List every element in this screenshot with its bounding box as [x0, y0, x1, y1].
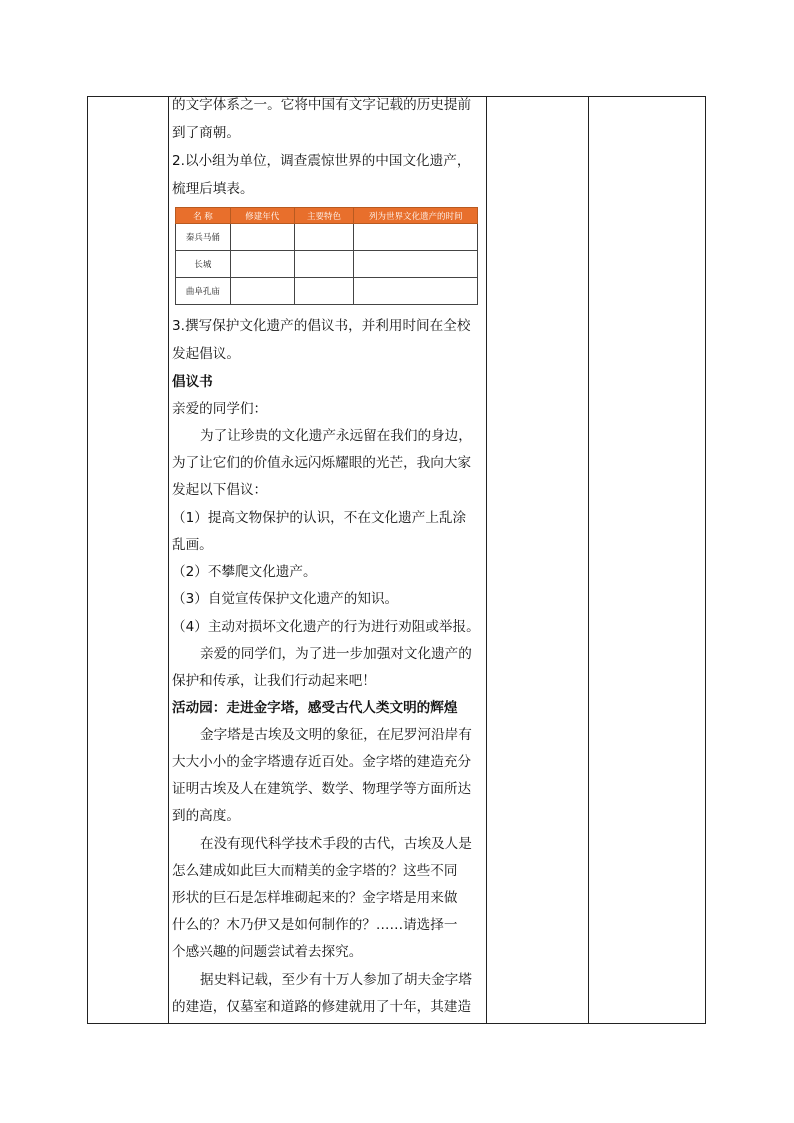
- table-cell-blank[interactable]: [354, 251, 478, 278]
- text-line: 发起倡议。: [172, 346, 240, 362]
- table-row: [176, 224, 478, 251]
- table-row: [176, 251, 478, 278]
- salutation: 亲爱的同学们：: [172, 401, 268, 417]
- table-cell-blank[interactable]: [294, 224, 354, 251]
- text-line: 据史料记载，至少有十万人参加了胡夫金字塔: [200, 972, 472, 988]
- table-cell-blank[interactable]: [294, 251, 354, 278]
- column-header-listed-time: 列为世界文化遗产的时间: [354, 208, 478, 224]
- column-divider-2: [486, 97, 487, 1023]
- table-cell-blank[interactable]: [354, 224, 478, 251]
- table-cell-name: 曲阜孔庙: [176, 278, 231, 305]
- text-line: 怎么建成如此巨大而精美的金字塔的？这些不同: [172, 863, 458, 879]
- activity-heading: 活动园：走进金字塔，感受古代人类文明的辉煌: [172, 700, 458, 716]
- text-line: 到的高度。: [172, 808, 240, 824]
- proposal-heading: 倡议书: [172, 374, 213, 390]
- proposal-item-4: （4）主动对损坏文化遗产的行为进行劝阻或举报。: [172, 619, 480, 635]
- text-line: 保护和传承，让我们行动起来吧！: [172, 673, 376, 689]
- proposal-item-3: （3）自觉宣传保护文化遗产的知识。: [172, 591, 399, 607]
- task-3-line: 3.撰写保护文化遗产的倡议书，并利用时间在全校: [172, 318, 471, 334]
- proposal-item-2: （2）不攀爬文化遗产。: [172, 564, 317, 580]
- text-line: 金字塔是古埃及文明的象征，在尼罗河沿岸有: [200, 727, 472, 743]
- table-cell-blank[interactable]: [354, 278, 478, 305]
- text-line: 个感兴趣的问题尝试着去探究。: [172, 944, 363, 960]
- column-divider-3: [588, 97, 589, 1023]
- column-header-era: 修建年代: [230, 208, 294, 224]
- table-cell-blank[interactable]: [230, 224, 294, 251]
- column-header-name: 名 称: [176, 208, 231, 224]
- text-line: 什么的？木乃伊又是如何制作的？……请选择一: [172, 917, 458, 933]
- column-divider-1: [168, 97, 169, 1023]
- text-line: 的建造，仅墓室和道路的修建就用了十年，其建造: [172, 999, 472, 1015]
- text-line: 证明古埃及人在建筑学、数学、物理学等方面所达: [172, 781, 472, 797]
- text-line: 在没有现代科学技术手段的古代，古埃及人是: [200, 836, 472, 852]
- heritage-survey-table: [175, 207, 478, 305]
- text-line: 为了让珍贵的文化遗产永远留在我们的身边，: [200, 428, 472, 444]
- table-cell-blank[interactable]: [230, 251, 294, 278]
- table-cell-name: 秦兵马俑: [176, 224, 231, 251]
- table-cell-blank[interactable]: [294, 278, 354, 305]
- text-line: 乱画。: [172, 537, 213, 553]
- table-cell-name: 长城: [176, 251, 231, 278]
- column-header-features: 主要特色: [294, 208, 354, 224]
- table-header-row: [176, 208, 478, 224]
- task-2-line: 2.以小组为单位，调查震惊世界的中国文化遗产，: [172, 153, 471, 169]
- text-line: 为了让它们的价值永远闪烁耀眼的光芒，我向大家: [172, 455, 472, 471]
- text-line: 到了商朝。: [172, 125, 240, 141]
- text-line: 发起以下倡议：: [172, 482, 268, 498]
- proposal-item-1: （1）提高文物保护的认识，不在文化遗产上乱涂: [172, 510, 467, 526]
- text-line: 梳理后填表。: [172, 181, 254, 197]
- table-row: [176, 278, 478, 305]
- table-cell-blank[interactable]: [230, 278, 294, 305]
- text-line: 的文字体系之一。它将中国有文字记载的历史提前: [172, 97, 472, 113]
- text-line: 亲爱的同学们，为了进一步加强对文化遗产的: [200, 646, 472, 662]
- text-line: 形状的巨石是怎样堆砌起来的？金字塔是用来做: [172, 890, 458, 906]
- text-line: 大大小小的金字塔遗存近百处。金字塔的建造充分: [172, 754, 472, 770]
